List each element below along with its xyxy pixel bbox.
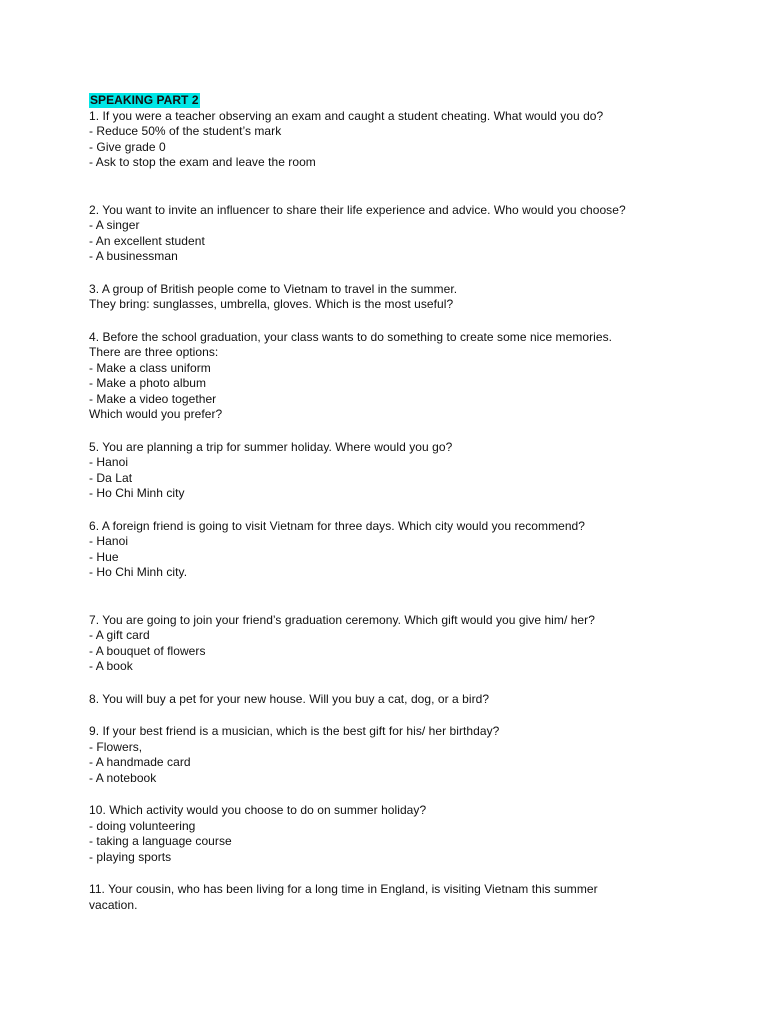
option-item: - A singer [89,218,140,232]
question-3 [89,282,729,313]
question-7 [89,613,729,675]
question-text: 2. You want to invite an influencer to share their life experience and advice. Who would you choose? [89,202,626,217]
question-2 [89,203,729,265]
question-text: 10. Which activity would you choose to do on summer holiday? [89,803,427,817]
question-text: There are three options: [89,345,219,359]
question-text: 8. You will buy a pet for your new house. Will you buy a cat, dog, or a bird? [89,691,490,706]
spacer [89,865,729,882]
question-text: 7. You are going to join your friend’s graduation ceremony. Which gift would you give him/ her? [89,612,595,627]
document-content [89,93,729,913]
option-item: - A book [89,659,133,673]
question-text: They bring: sunglasses, umbrella, gloves. Which is the most useful? [89,297,454,311]
spacer [89,502,729,519]
option-item: - Reduce 50% of the student’s mark [89,124,282,138]
spacer [89,313,729,330]
spacer [89,423,729,440]
spacer [89,707,729,724]
heading-row [89,93,729,109]
question-text: 4. Before the school graduation, your class wants to do something to create some nice memories. [89,329,613,344]
option-item: - A bouquet of flowers [89,643,206,658]
question-text: 9. If your best friend is a musician, which is the best gift for his/ her birthday? [89,724,500,738]
question-text: vacation. [89,897,138,912]
option-item: - Ask to stop the exam and leave the room [89,155,316,169]
option-item: - Make a video together [89,391,217,406]
question-8 [89,692,729,708]
option-item: - A notebook [89,770,157,785]
option-item: - doing volunteering [89,818,196,833]
option-item: - A businessman [89,249,178,263]
question-text: 6. A foreign friend is going to visit Vietnam for three days. Which city would you recommend? [89,518,586,533]
question-1 [89,109,729,171]
spacer [89,171,729,203]
question-6 [89,519,729,581]
option-item: - playing sports [89,849,172,864]
question-text: 5. You are planning a trip for summer holiday. Where would you go? [89,439,453,454]
option-item: - Ho Chi Minh city [89,486,185,500]
option-item: - Da Lat [89,470,133,485]
question-text: Which would you prefer? [89,407,223,421]
option-item: - Make a class uniform [89,360,211,375]
question-text: 11. Your cousin, who has been living for a long time in England, is visiting Vietnam this summer [89,882,598,896]
option-item: - Hanoi [89,534,129,548]
option-item: - Make a photo album [89,376,207,390]
option-item: - Flowers, [89,739,143,754]
question-11 [89,882,729,913]
option-item: - A gift card [89,628,150,642]
question-text: 1. If you were a teacher observing an exam and caught a student cheating. What would you do? [89,108,604,123]
option-item: - taking a language course [89,834,232,848]
option-item: - Give grade 0 [89,139,166,154]
section-heading: SPEAKING PART 2 [90,93,199,107]
question-10 [89,803,729,865]
spacer [89,581,729,613]
option-item: - A handmade card [89,755,191,769]
option-item: - Hanoi [89,455,129,469]
spacer [89,786,729,803]
question-4 [89,330,729,423]
spacer [89,265,729,282]
question-9 [89,724,729,786]
question-text: 3. A group of British people come to Vietnam to travel in the summer. [89,281,458,296]
option-item: - Ho Chi Minh city. [89,565,188,579]
question-5 [89,440,729,502]
spacer [89,675,729,692]
option-item: - An excellent student [89,233,205,248]
option-item: - Hue [89,549,119,564]
